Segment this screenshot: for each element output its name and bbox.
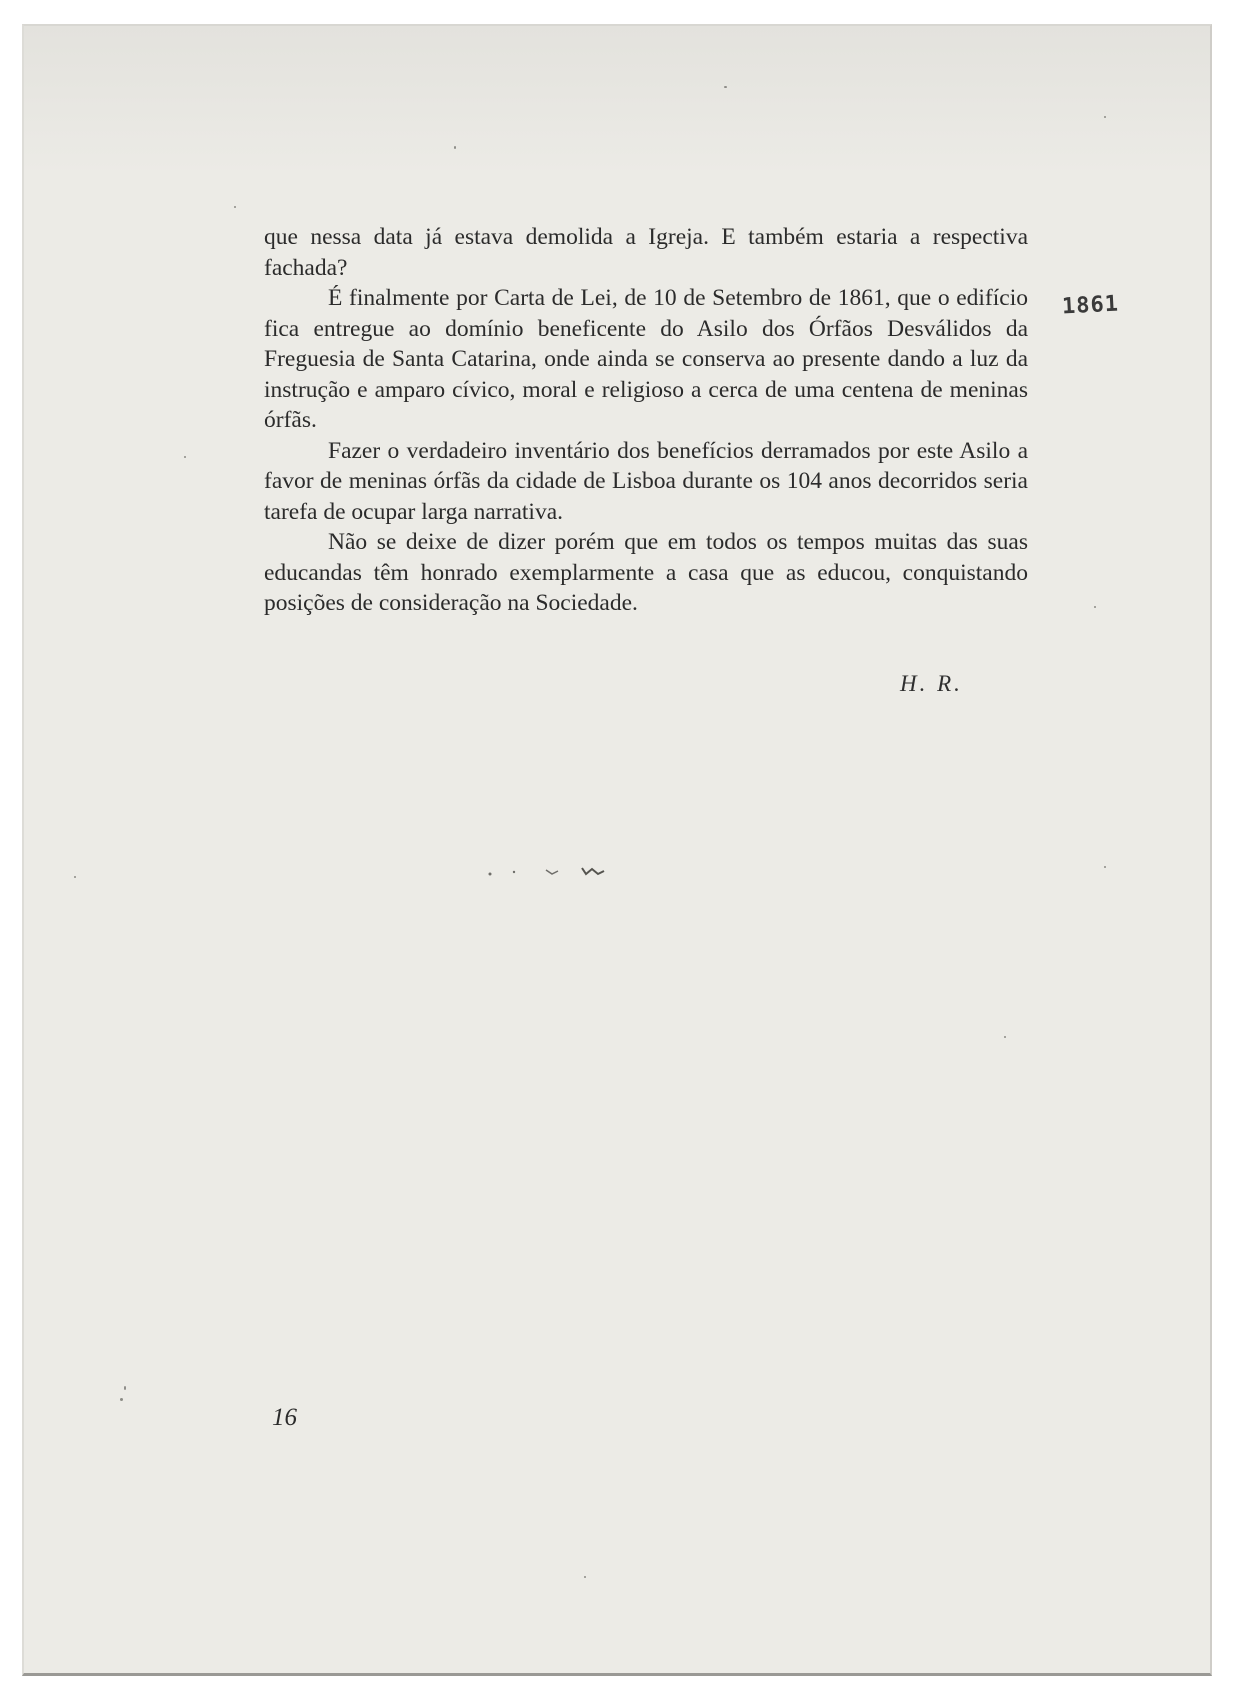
paper-speck (1104, 866, 1106, 868)
paper-speck (184, 456, 186, 458)
paragraph-educandas: Não se deixe de dizer porém que em todos os tempos muitas das suas educandas têm honrado exemplarmente a casa que as educou, conquistando posições de consideração na Sociedade. (264, 529, 1028, 616)
paper-speck (454, 146, 456, 149)
body-text (264, 222, 1028, 619)
handwritten-margin-note: 1861 (1061, 291, 1120, 320)
paper-speck (234, 206, 236, 208)
faint-stamp-mark (486, 862, 636, 882)
paragraph-inventario: Fazer o verdadeiro inventário dos benefícios derramados por este Asilo a favor de meninas órfãs da cidade de Lisboa durante os 104 anos decorridos seria tarefa de ocupar larga narrativa. (264, 437, 1028, 525)
paragraph-carta-de-lei: É finalmente por Carta de Lei, de 10 de Setembro de 1861, que o edifício fica entregue ao domínio beneficente do Asilo dos Órfãos Desválidos da Freguesia de Santa Catarina, onde ainda se conserva ao presente dando a luz da instrução e amparo cívico, moral e religioso a cerca de uma centena de meninas órfãs. (264, 285, 1028, 433)
page-number: 16 (272, 1404, 297, 1431)
paragraph-continuation: que nessa data já estava demolida a Igreja. E também estaria a respectiva fachada? (264, 224, 1028, 281)
paper-speck (120, 1398, 123, 1401)
author-signature: H. R. (900, 671, 963, 696)
paper-speck (1094, 606, 1096, 608)
paper-speck (1104, 116, 1106, 118)
paper-speck (124, 1386, 126, 1390)
paper-speck (584, 1576, 586, 1578)
paper-speck (74, 876, 76, 878)
paper-speck (1004, 1036, 1006, 1038)
paper-speck (724, 86, 727, 88)
